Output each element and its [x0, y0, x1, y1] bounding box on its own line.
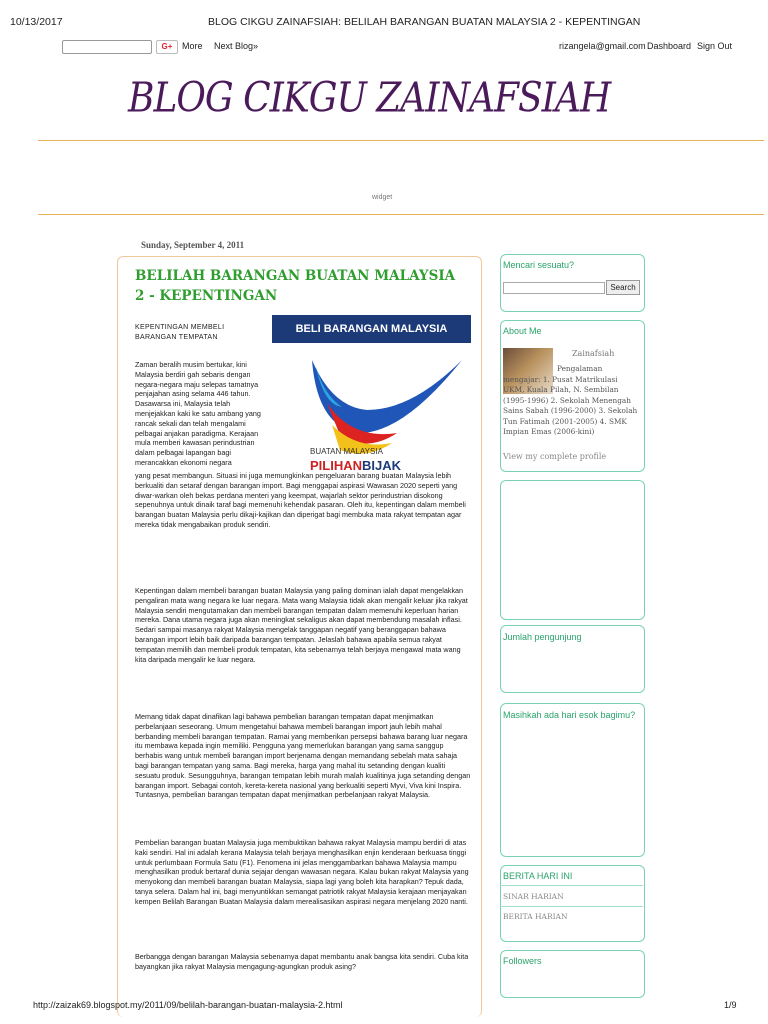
post-subtitle: KEPENTINGAN MEMBELI BARANGAN TEMPATAN — [135, 324, 225, 341]
post-paragraph: Pembelian barangan buatan Malaysia juga membuktikan bahawa rakyat Malaysia mampu berdiri di atas kaki sendiri. Hal ini adalah kerana Malaysia telah berjaya menghasilkan enjin kenderaan berkuasa tinggi untuk perlumbaan Formula Satu (F1). Fenomena ini jelas menggambarkan bahawa Malaysia mampu menghasilkan produk bertaraf dunia sejajar dengan wawasan negara. Kalau bukan rakyat Malaysia yang menyokong dan membeli barangan buatan Malaysia, siapa lagi yang boleh kita harapkan? Tepuk dada, tanya selera. Dalam hal ini, bagi menyuntikkan semangat patriotik rakyat Malaysia kerajaan menjayakan kempen Belilah Barangan Buatan Malaysia dalam merealisasikan aspirasi negara menjelang 2020 nanti. — [135, 838, 469, 906]
navbar-search-input[interactable] — [62, 40, 152, 54]
post-paragraph: Zaman beralih musim bertukar, kini Malaysia berdiri gah sebaris dengan negara-negara maju selepas tamatnya penjajahan asing selama 446 tahun. Dasawarsa ini, Malaysia telah menjejakkan kaki ke satu ambang yang rancak sekali dan telah mengalami pelbagai anjakan paradigma. Kerajaan mula memberi kawasan perindustrian dalam pelbagai lapangan bagi merancakkan ekonomi negara — [135, 360, 261, 467]
banner-heading: BELI BARANGAN MALAYSIA — [272, 315, 471, 343]
sidebar-search-button[interactable]: Search — [606, 280, 640, 295]
dashboard-link[interactable]: Dashboard — [647, 41, 692, 51]
about-text: Pengalaman mengajar: 1. Pusat Matrikulasi UKM, Kuala Pilah, N. Sembilan (1995-1996) 2. Sekolah Menengah Sains Sabah (1996-2000) 3. Sekolah Tun Fatimah (2001-2005) 4. SMK Impian Emas (2006-kini) — [503, 364, 638, 436]
more-link[interactable]: More — [182, 41, 203, 51]
divider — [500, 906, 643, 907]
next-blog-link[interactable]: Next Blog» — [214, 41, 259, 51]
post-paragraph: Memang tidak dapat dinafikan lagi bahawa pembelian barangan tempatan dapat menjimatkan perbelanjaan seseorang. Umum mengetahui bahawa membeli barangan import jauh lebih mahal berbanding membeli barangan tempatan. Ramai yang memberikan persepsi bahawa barang luar negara itu membawa kepada ingin memiliki. Pengguna yang memerlukan barangan yang sama sanggup berhabis wang untuk membeli barangan import berjenama dengan memandang sebelah mata sahaja bagi barangan tempatan yang sama. Bagi mereka, harga yang mahal itu setanding dengan kualiti sesuatu produk. Sesungguhnya, barangan tempatan lebih murah malah kualitinya juga setanding dengan barangan import. Sebagai contoh, kereta-kereta nasional yang berkualiti seperti Myvi, Viva kini Inspira. Tuntasnya, pembelian barangan tempatan dapat menjimatkan perbelanjaan rakyat Malaysia. — [135, 712, 471, 800]
sign-out-link[interactable]: Sign Out — [697, 41, 733, 51]
view-profile-link[interactable]: View my complete profile — [503, 452, 607, 461]
print-url: http://zaizak69.blogspot.my/2011/09/belilah-barangan-buatan-malaysia-2.html — [33, 1000, 343, 1010]
post-date: Sunday, September 4, 2011 — [141, 240, 245, 250]
about-widget-title: About Me — [503, 326, 542, 336]
print-date: 10/13/2017 — [10, 16, 63, 28]
divider — [38, 140, 764, 141]
blogger-navbar — [0, 36, 768, 58]
banner-line2: PILIHANBIJAK — [310, 458, 402, 473]
news-link-berita-harian[interactable]: BERITA HARIAN — [503, 912, 568, 921]
post-paragraph: Kepentingan dalam membeli barangan buatan Malaysia yang paling dominan ialah dapat mengelakkan pengaliran mata wang negara ke luar negara. Mata wang Malaysia tidak akan mengalir keluar jika rakyat Malaysia sendiri mengutamakan dan membeli barangan tempatan dalam memenuhi keperluan harian mereka. Dana utama negara juga akan meningkat sekaligus akan dapat membendung masalah inflasi. Sedari sampai masanya rakyat Malaysia mengelak tanggapan negatif yang beranggapan bahawa barangan import lebih baik daripada barangan tempatan. Jelaslah bahawa apabila semua rakyat tempatan memilih dan membeli produk tempatan, kita sebenarnya telah berjaya mengawal mata wang kita daripada mengalir ke luar negara. — [135, 586, 468, 664]
post-title[interactable]: BELILAH BARANGAN BUATAN MALAYSIA 2 - KEPENTINGAN — [135, 268, 456, 304]
news-widget-title: BERITA HARI INI — [503, 871, 573, 881]
banner-line1: BUATAN MALAYSIA — [310, 447, 383, 456]
divider — [38, 214, 764, 215]
print-page-number: 1/9 — [724, 1000, 737, 1010]
blog-title[interactable]: BLOG CIKGU ZAINAFSIAH — [128, 74, 611, 123]
post-paragraph: Berbangga dengan barangan Malaysia sebenarnya dapat membantu anak bangsa kita sendiri. Cuba kita bayangkan jika rakyat Malaysia mengagung-agungkan produk asing? — [135, 952, 469, 971]
widget-label: widget — [372, 194, 393, 201]
post-paragraph: yang pesat membangun. Situasi ini juga memungkinkan pengeluaran barang buatan Malaysia lebih berkualiti dan setaraf dengan barangan import. Bagi menggapai aspirasi Wawasan 2020 seperti yang diwar-warkan oleh bekas perdana menteri yang keempat, wajarlah sektor perindustrian disokong sepenuhnya untuk dinaik taraf bagi memenuhi kehendak pasaran. Oleh itu, kepentingan dalam membeli barangan buatan Malaysia perlu dikaji-kajikan dan diperigat bagi membuka mata rakyat tempatan agar mereka tidak mengabaikan produk sendiri. — [135, 471, 466, 529]
google-plus-button[interactable]: G+ — [156, 40, 178, 54]
beli-barangan-malaysia-banner — [272, 315, 471, 478]
tomorrow-widget — [500, 703, 645, 857]
user-email: rizangela@gmail.com — [559, 41, 646, 51]
search-widget-title: Mencari sesuatu? — [503, 260, 575, 270]
print-header — [0, 0, 768, 30]
empty-widget — [500, 480, 645, 620]
print-title: BLOG CIKGU ZAINAFSIAH: BELILAH BARANGAN BUATAN MALAYSIA 2 - KEPENTINGAN — [208, 16, 641, 28]
tomorrow-widget-title: Masihkah ada hari esok bagimu? — [503, 710, 636, 720]
news-link-sinar-harian[interactable]: SINAR HARIAN — [503, 892, 564, 901]
divider — [500, 885, 643, 886]
sidebar-search-input[interactable] — [503, 282, 605, 294]
visitors-widget-title: Jumlah pengunjung — [503, 632, 582, 642]
about-name[interactable]: Zainafsiah — [572, 349, 615, 358]
followers-widget-title: Followers — [503, 956, 542, 966]
